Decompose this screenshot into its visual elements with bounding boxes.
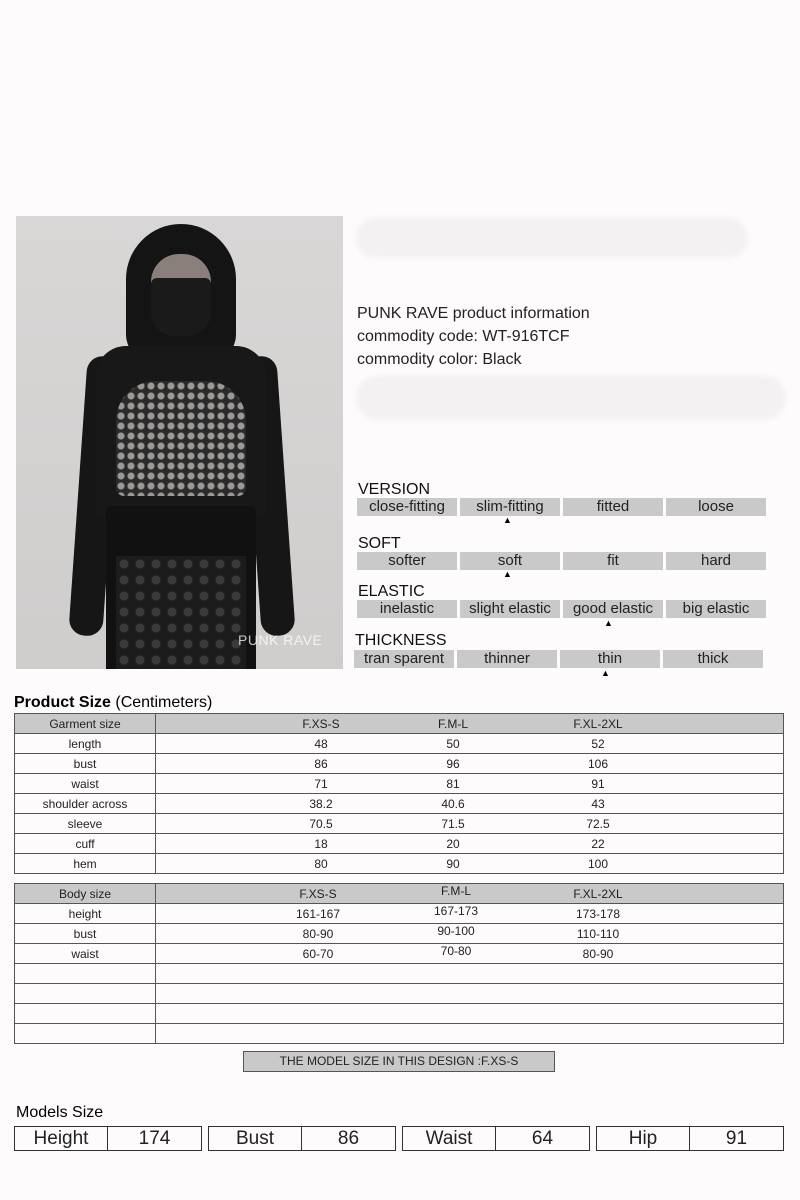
table-cell: 70-80 (440, 944, 472, 958)
table-cell (15, 1004, 156, 1024)
table-cell: F.XL-2XL (573, 717, 623, 731)
table-cell: F.M-L (441, 884, 471, 898)
table-cell (15, 984, 156, 1004)
table-cell: 173-178 (575, 907, 621, 921)
table-cell-group (156, 1024, 784, 1044)
table-row (15, 904, 784, 924)
table-row (15, 1004, 784, 1024)
table-cell: 100 (587, 857, 609, 871)
models-size-row (14, 1126, 784, 1151)
model-measure-label: Hip (596, 1126, 690, 1151)
model-measure-label: Bust (208, 1126, 302, 1151)
table-cell: 90-100 (437, 924, 475, 938)
version-title: VERSION (358, 481, 431, 498)
thickness-title: THICKNESS (355, 632, 447, 649)
table-row (15, 944, 784, 964)
product-size-unit: (Centimeters) (115, 694, 213, 711)
table-cell: 52 (591, 737, 605, 751)
product-info (357, 302, 590, 371)
garment-size-table (14, 713, 784, 874)
table-cell: 167-173 (433, 904, 479, 918)
table-cell: hem (15, 854, 156, 874)
table-cell: 71 (314, 777, 328, 791)
table-cell: 81 (446, 777, 460, 791)
table-cell: 80 (314, 857, 328, 871)
elastic-scale (357, 600, 766, 618)
table-cell: 161-167 (295, 907, 341, 921)
photo-watermark: PUNK RAVE (238, 632, 323, 648)
info-code: commodity code: WT-916TCF (357, 328, 570, 345)
table-cell: shoulder across (15, 794, 156, 814)
table-cell-group (156, 734, 784, 754)
table-cell-group (156, 854, 784, 874)
table-row (15, 1024, 784, 1044)
product-size-title (14, 694, 212, 712)
table-cell: 18 (314, 837, 328, 851)
model-measure-value: 64 (496, 1126, 590, 1151)
model-measure-value: 86 (302, 1126, 396, 1151)
table-cell-group (156, 904, 784, 924)
table-cell: F.M-L (438, 717, 468, 731)
soft-option: fit (563, 552, 663, 570)
soft-scale (357, 552, 766, 570)
table-cell: 48 (314, 737, 328, 751)
thickness-option: thinner (457, 650, 557, 668)
skirt-mesh-shape (116, 556, 246, 669)
table-cell: Body size (15, 884, 156, 904)
table-cell: bust (15, 754, 156, 774)
model-measure-value: 174 (108, 1126, 202, 1151)
soft-option: soft (460, 552, 560, 570)
thickness-marker-icon: ▲ (601, 668, 610, 678)
table-header-row (15, 884, 784, 904)
table-row (15, 734, 784, 754)
elastic-marker-icon: ▲ (604, 618, 613, 628)
info-brand: PUNK RAVE product information (357, 305, 590, 322)
models-size-title: Models Size (16, 1104, 104, 1121)
version-scale (357, 498, 766, 516)
table-cell: 106 (587, 757, 609, 771)
table-cell: F.XS-S (302, 717, 340, 731)
table-row (15, 774, 784, 794)
thickness-option: tran sparent (354, 650, 454, 668)
thickness-option: thick (663, 650, 763, 668)
table-row (15, 794, 784, 814)
soft-option: hard (666, 552, 766, 570)
table-cell-group (156, 754, 784, 774)
table-cell-group (156, 834, 784, 854)
table-cell: cuff (15, 834, 156, 854)
table-cell-group (156, 984, 784, 1004)
table-cell: sleeve (15, 814, 156, 834)
table-row (15, 854, 784, 874)
elastic-option: good elastic (563, 600, 663, 618)
table-cell: length (15, 734, 156, 754)
table-cell: 70.5 (309, 817, 333, 831)
decorative-smudge (356, 218, 748, 258)
decorative-smudge (356, 376, 786, 420)
table-cell: 86 (314, 757, 328, 771)
table-cell: F.XL-2XL (573, 887, 623, 901)
table-cell: waist (15, 944, 156, 964)
table-cell: waist (15, 774, 156, 794)
table-cell: 20 (446, 837, 460, 851)
table-cell: bust (15, 924, 156, 944)
version-option: loose (666, 498, 766, 516)
table-cell-group (156, 814, 784, 834)
product-size-heading: Product Size (14, 694, 111, 711)
table-cell: 40.6 (441, 797, 465, 811)
table-cell: 38.2 (309, 797, 333, 811)
table-cell: F.XS-S (299, 887, 337, 901)
body-size-table (14, 883, 784, 1044)
table-row (15, 984, 784, 1004)
table-cell (15, 964, 156, 984)
table-cell: 60-70 (302, 947, 334, 961)
table-cell: 80-90 (582, 947, 614, 961)
table-row (15, 834, 784, 854)
product-photo (16, 216, 343, 669)
thickness-scale (354, 650, 763, 668)
table-cell: 91 (591, 777, 605, 791)
version-marker-icon: ▲ (503, 515, 512, 525)
table-cell-group (156, 964, 784, 984)
elastic-option: big elastic (666, 600, 766, 618)
table-cell-group (156, 944, 784, 964)
thickness-option: thin (560, 650, 660, 668)
elastic-title: ELASTIC (358, 583, 425, 600)
table-row (15, 754, 784, 774)
table-row (15, 924, 784, 944)
mask-shape (151, 278, 211, 336)
soft-marker-icon: ▲ (503, 569, 512, 579)
table-cell: 110-110 (576, 927, 620, 941)
mesh-panel-shape (116, 381, 246, 496)
table-cell (15, 1024, 156, 1044)
soft-title: SOFT (358, 535, 401, 552)
table-cell: 90 (446, 857, 460, 871)
elastic-option: slight elastic (460, 600, 560, 618)
table-cell: 50 (446, 737, 460, 751)
version-option: fitted (563, 498, 663, 516)
table-cell: 80-90 (302, 927, 334, 941)
table-cell: 71.5 (441, 817, 465, 831)
table-cell-group (156, 714, 784, 734)
table-header-row (15, 714, 784, 734)
model-measure-value: 91 (690, 1126, 784, 1151)
elastic-option: inelastic (357, 600, 457, 618)
table-cell: 43 (591, 797, 605, 811)
version-option: close-fitting (357, 498, 457, 516)
table-cell: Garment size (15, 714, 156, 734)
soft-option: softer (357, 552, 457, 570)
table-cell: 22 (591, 837, 605, 851)
version-option: slim-fitting (460, 498, 560, 516)
table-cell-group (156, 1004, 784, 1024)
table-row (15, 814, 784, 834)
table-cell-group (156, 774, 784, 794)
table-cell: 72.5 (586, 817, 610, 831)
info-color: commodity color: Black (357, 351, 522, 368)
table-cell: 96 (446, 757, 460, 771)
table-cell: height (15, 904, 156, 924)
model-size-note: THE MODEL SIZE IN THIS DESIGN :F.XS-S (243, 1051, 555, 1072)
model-measure-label: Height (14, 1126, 108, 1151)
table-cell-group (156, 794, 784, 814)
model-measure-label: Waist (402, 1126, 496, 1151)
table-cell-group (156, 924, 784, 944)
table-row (15, 964, 784, 984)
table-cell-group (156, 884, 784, 904)
